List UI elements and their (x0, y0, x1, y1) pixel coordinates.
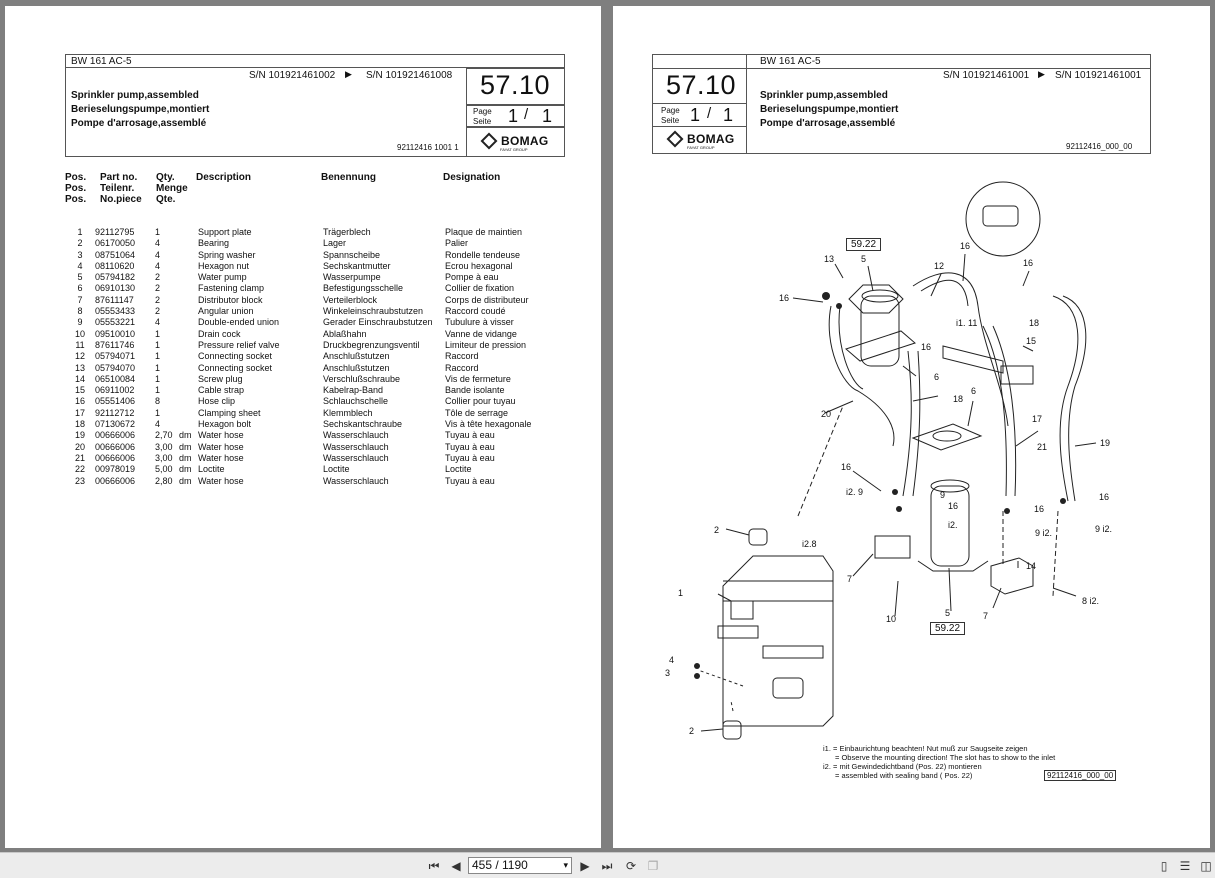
first-page-icon[interactable]: ⏮ (428, 859, 440, 873)
benennung-cell: Spannscheibe (323, 249, 381, 260)
partno-cell: 08751064 (95, 249, 136, 260)
title-de: Berieselungspumpe,montiert (760, 104, 899, 115)
callout-16: 16 (960, 241, 971, 251)
designation-cell: Tuyau à eau (445, 452, 495, 463)
logo-subtext: FAYAT GROUP (500, 147, 528, 152)
section-number: 57.10 (480, 70, 551, 100)
partno-cell: 00666006 (95, 452, 136, 463)
callout-16: 16 (1034, 504, 1045, 514)
benennung-cell: Trägerblech (323, 227, 371, 237)
benennung-cell: Verschlußschraube (323, 373, 401, 384)
page-number: 1 (508, 106, 519, 126)
partno-cell: 05794182 (95, 272, 136, 283)
arrow-right-icon: ▶ (345, 69, 352, 79)
designation-cell: Tubulure à visser (445, 317, 514, 328)
description-cell: Clamping sheet (198, 407, 261, 418)
qty-cell: 2 (155, 283, 161, 294)
description-cell: Double-ended union (198, 317, 280, 328)
table-row (65, 430, 545, 441)
pos-cell: 11 (75, 339, 85, 350)
description-cell: Angular union (198, 306, 254, 317)
description-cell: Distributor block (198, 294, 263, 305)
callout-7: 7 (847, 574, 853, 584)
designation-cell: Corps de distributeur (445, 294, 529, 305)
header-benennung: Benennung (321, 172, 376, 183)
qty-cell: 1 (155, 339, 161, 350)
title-de: Berieselungspumpe,montiert (71, 104, 210, 115)
page-total: 1 (542, 106, 553, 126)
description-cell: Hexagon nut (198, 260, 250, 271)
callout-11: i1. 11 (956, 318, 978, 328)
pos-cell: 5 (77, 272, 83, 283)
table-row (65, 317, 545, 328)
description-cell: Support plate (198, 227, 252, 237)
description-cell: Water hose (198, 441, 244, 452)
designation-cell: Ecrou hexagonal (445, 260, 513, 271)
table-row (65, 442, 545, 453)
qty-cell: 1 (155, 328, 161, 339)
pos-cell: 23 (74, 475, 85, 486)
section-number: 57.10 (666, 70, 737, 100)
description-cell: Connecting socket (198, 362, 273, 373)
model-label: BW 161 AC-5 (760, 56, 821, 67)
table-row (65, 374, 545, 385)
pos-cell: 3 (77, 249, 83, 260)
unit-cell: dm (179, 441, 192, 452)
designation-cell: Vis de fermeture (445, 373, 511, 384)
callout-16: 16 (779, 293, 790, 303)
table-row (65, 396, 545, 407)
benennung-cell: Wasserschlauch (323, 430, 389, 441)
title-fr: Pompe d'arrosage,assemblé (71, 118, 207, 129)
designation-cell: Raccord coudé (445, 306, 506, 317)
qty-cell: 4 (155, 419, 161, 430)
benennung-cell: Wasserschlauch (323, 475, 389, 486)
callout-9: 9 i2. (1095, 524, 1113, 534)
pos-cell: 13 (74, 362, 85, 373)
qty-cell: 4 (155, 317, 161, 328)
benennung-cell: Wasserschlauch (323, 441, 389, 452)
designation-cell: Pompe à eau (445, 272, 499, 283)
unit-cell: dm (179, 430, 192, 441)
callout-5: 5 (945, 608, 951, 618)
benennung-cell: Ablaßhahn (323, 328, 367, 339)
benennung-cell: Kabelrap-Band (323, 385, 384, 396)
table-row (65, 238, 545, 249)
continuous-view-icon[interactable]: ☰ (1179, 859, 1191, 873)
designation-cell: Vanne de vidange (445, 328, 517, 339)
partno-cell: 87611746 (95, 339, 135, 350)
partno-cell: 00666006 (95, 430, 136, 441)
rotate-icon[interactable]: ⟳ (625, 859, 637, 873)
partno-cell: 06170050 (95, 238, 136, 249)
partno-cell: 00666006 (95, 475, 136, 486)
unit-cell: dm (179, 452, 192, 463)
header-designation: Designation (443, 172, 501, 183)
left-page (5, 6, 601, 848)
partno-cell: 07130672 (95, 419, 136, 430)
page-label: Page (473, 107, 492, 116)
partno-cell: 05794070 (95, 362, 136, 373)
parts-table (65, 227, 545, 487)
benennung-cell: Winkeleinschraubstutzen (323, 306, 424, 317)
callout-20: 20 (821, 409, 832, 419)
page-number: 1 (690, 105, 701, 125)
model-label: BW 161 AC-5 (71, 56, 132, 67)
table-row (65, 408, 545, 419)
description-cell: Screw plug (198, 373, 243, 384)
description-cell: Water pump (198, 272, 247, 283)
qty-cell: 2 (155, 294, 161, 305)
qty-cell: 2 (155, 272, 161, 283)
single-page-view-icon[interactable]: ▯ (1160, 859, 1168, 873)
note-line: i1. = Einbaurichtung beachten! Nut muß zur Saugseite zeigen (823, 744, 1028, 753)
table-row (65, 385, 545, 396)
last-page-icon[interactable]: ⏭ (601, 859, 613, 873)
benennung-cell: Lager (323, 238, 347, 249)
callout-9: i2. 9 (846, 487, 864, 497)
callout-15: 15 (1026, 336, 1037, 346)
unit-cell (179, 272, 198, 283)
page-total: 1 (723, 105, 734, 125)
unit-cell (179, 385, 198, 396)
unit-cell (179, 408, 198, 419)
callout-2: 2 (689, 726, 695, 736)
partno-cell: 87611147 (95, 294, 134, 305)
callout-12: 12 (934, 261, 945, 271)
description-cell: Loctite (198, 464, 225, 475)
description-cell: Water hose (198, 430, 244, 441)
pos-cell: 17 (74, 407, 85, 418)
table-row (65, 340, 545, 351)
benennung-cell: Wasserschlauch (323, 452, 389, 463)
table-row (65, 295, 545, 306)
qty-cell: 2 (155, 306, 161, 317)
qty-cell: 8 (155, 396, 161, 407)
description-cell: Spring washer (198, 249, 256, 260)
description-cell: Bearing (198, 238, 230, 249)
unit-cell (179, 317, 198, 328)
drawing-number: 92112416_000_00 (1044, 770, 1116, 781)
pos-cell: 20 (74, 441, 85, 452)
qty-cell: 4 (155, 249, 161, 260)
unit-cell: dm (179, 475, 192, 486)
pos-cell: 8 (77, 306, 83, 317)
unit-cell (179, 261, 198, 272)
qty-cell: 1 (155, 351, 161, 362)
table-row (65, 261, 545, 272)
description-cell: Drain cock (198, 328, 241, 339)
callout-8: 8 i2. (1082, 596, 1100, 606)
header-partno: Part no. Teilenr. No.piece (100, 172, 142, 205)
unit-cell (179, 374, 198, 385)
callout-i2: i2. (948, 520, 958, 530)
callout-16: 16 (921, 342, 932, 352)
detail-circle (966, 182, 1040, 256)
header-divider (65, 54, 565, 68)
qty-cell: 3,00 (155, 441, 173, 452)
callout-2: 2 (714, 525, 720, 535)
title-en: Sprinkler pump,assembled (760, 90, 888, 101)
pos-cell: 21 (74, 452, 85, 463)
right-page (613, 6, 1210, 848)
designation-cell: Tuyau à eau (445, 475, 495, 486)
partno-cell: 00978019 (95, 464, 136, 475)
designation-cell: Raccord (445, 362, 479, 373)
partno-cell: 92112712 (95, 407, 135, 418)
qty-cell: 5,00 (155, 464, 173, 475)
installation-notes (823, 744, 1055, 780)
serial-to: S/N 101921461001 (1055, 70, 1142, 81)
description-cell: Fastening clamp (198, 283, 265, 294)
benennung-cell: Loctite (323, 464, 350, 475)
qty-cell: 4 (155, 260, 161, 271)
designation-cell: Raccord (445, 351, 479, 362)
designation-cell: Palier (445, 238, 469, 249)
callout-17: 17 (1032, 414, 1043, 424)
qty-cell: 2,80 (155, 475, 173, 486)
pos-cell: 12 (74, 351, 85, 362)
callout-5: 5 (861, 254, 867, 264)
arrow-right-icon: ▶ (1038, 69, 1045, 79)
callout-8: i2.8 (802, 539, 817, 549)
table-row (65, 351, 545, 362)
unit-cell (179, 283, 198, 294)
pos-cell: 22 (74, 464, 85, 475)
benennung-cell: Druckbegrenzungsventil (323, 339, 420, 350)
benennung-cell: Sechskantmutter (323, 260, 391, 271)
pos-cell: 15 (74, 385, 85, 396)
table-row (65, 250, 545, 261)
page-number-field[interactable]: 455 / 1190 ▾ (468, 857, 572, 874)
doc-number: 92112416 1001 1 (397, 143, 459, 152)
description-cell: Connecting socket (198, 351, 273, 362)
partno-cell: 05551406 (95, 396, 136, 407)
two-page-view-icon[interactable]: ◫ (1200, 859, 1212, 873)
partno-cell: 08110620 (95, 260, 135, 271)
chevron-down-icon[interactable]: ▾ (563, 860, 568, 870)
qty-cell: 3,00 (155, 452, 173, 463)
designation-cell: Collier pour tuyau (445, 396, 516, 407)
partno-cell: 05553433 (95, 306, 136, 317)
serial-to: S/N 101921461008 (366, 70, 453, 81)
seite-label: Seite (661, 116, 680, 125)
table-row (65, 283, 545, 294)
copy-icon[interactable]: ❐ (647, 859, 659, 873)
callout-21: 21 (1037, 442, 1048, 452)
description-cell: Cable strap (198, 385, 245, 396)
table-row (65, 363, 545, 374)
qty-cell: 2,70 (155, 430, 173, 441)
pos-cell: 16 (74, 396, 85, 407)
callout-16: 16 (948, 501, 959, 511)
unit-cell (179, 250, 198, 261)
designation-cell: Bande isolante (445, 385, 505, 396)
callout-9: 9 i2. (1035, 528, 1053, 538)
callout-13: 13 (824, 254, 835, 264)
bomag-logo: BOMAG (483, 134, 549, 148)
qty-cell: 1 (155, 407, 161, 418)
designation-cell: Loctite (445, 464, 472, 475)
page-separator: / (707, 105, 712, 122)
seite-label: Seite (473, 117, 492, 126)
title-en: Sprinkler pump,assembled (71, 90, 199, 101)
pos-cell: 14 (74, 373, 85, 384)
ref-box-bottom: 59.22 (930, 622, 965, 635)
serial-from: S/N 101921461001 (943, 70, 1030, 81)
pos-cell: 19 (74, 430, 85, 441)
exploded-diagram (613, 6, 1210, 848)
pos-cell: 18 (74, 419, 85, 430)
benennung-cell: Sechskantschraube (323, 419, 403, 430)
unit-cell (179, 340, 198, 351)
callout-16: 16 (1099, 492, 1110, 502)
description-cell: Hose clip (198, 396, 236, 407)
page-separator: / (524, 106, 529, 123)
unit-cell (179, 295, 198, 306)
callout-3: 3 (665, 668, 671, 678)
unit-cell (179, 306, 198, 317)
table-row (65, 306, 545, 317)
callout-19: 19 (1100, 438, 1111, 448)
designation-cell: Rondelle tendeuse (445, 249, 521, 260)
benennung-cell: Klemmblech (323, 407, 373, 418)
serial-from: S/N 101921461002 (249, 70, 336, 81)
unit-cell (179, 363, 198, 374)
qty-cell: 4 (155, 238, 161, 249)
title-fr: Pompe d'arrosage,assemblé (760, 118, 896, 129)
table-row (65, 272, 545, 283)
table-row (65, 453, 545, 464)
unit-cell (179, 419, 198, 430)
pos-cell: 1 (77, 227, 83, 237)
unit-cell (179, 329, 198, 340)
page-label: Page (661, 106, 680, 115)
benennung-cell: Wasserpumpe (323, 272, 381, 283)
benennung-cell: Gerader Einschraubstutzen (323, 317, 433, 328)
unit-cell (179, 396, 198, 407)
description-cell: Pressure relief valve (198, 339, 280, 350)
callout-18: 18 (953, 394, 964, 404)
unit-cell: dm (179, 464, 192, 475)
viewer-toolbar (0, 852, 1215, 878)
header-description: Description (196, 172, 252, 183)
callout-14: 14 (1026, 561, 1037, 571)
description-cell: Hexagon bolt (198, 419, 252, 430)
table-row (65, 476, 545, 487)
designation-cell: Tuyau à eau (445, 441, 495, 452)
unit-cell (179, 351, 198, 362)
pos-cell: 4 (77, 260, 83, 271)
callout-7: 7 (983, 611, 989, 621)
ref-box-top: 59.22 (846, 238, 881, 251)
benennung-cell: Anschlußstutzen (323, 362, 390, 373)
header-pos: Pos. Pos. Pos. (65, 172, 87, 205)
pos-cell: 9 (77, 317, 83, 328)
note-line: = assembled with sealing band ( Pos. 22) (835, 771, 973, 780)
qty-cell: 1 (155, 385, 161, 396)
designation-cell: Collier de fixation (445, 283, 515, 294)
callout-16: 16 (1023, 258, 1034, 268)
qty-cell: 1 (155, 362, 161, 373)
prev-page-icon[interactable]: ◀ (451, 859, 461, 873)
callout-6: 6 (971, 386, 977, 396)
table-row (65, 464, 545, 475)
pos-cell: 6 (77, 283, 83, 294)
callout-4: 4 (669, 655, 675, 665)
description-cell: Water hose (198, 475, 244, 486)
table-row (65, 227, 545, 238)
doc-number: 92112416_000_00 (1066, 142, 1133, 151)
pos-cell: 10 (74, 328, 85, 339)
callout-1: 1 (678, 588, 684, 598)
bomag-diamond-icon (481, 133, 498, 150)
pos-cell: 7 (77, 294, 83, 305)
note-line: = Observe the mounting direction! The slot has to show to the inlet (835, 753, 1056, 762)
description-cell: Water hose (198, 452, 244, 463)
logo-subtext: FAYAT GROUP (687, 145, 715, 150)
callout-10: 10 (886, 614, 897, 624)
designation-cell: Vis à tête hexagonale (445, 419, 532, 430)
designation-cell: Limiteur de pression (445, 339, 527, 350)
benennung-cell: Befestigungsschelle (323, 283, 404, 294)
partno-cell: 06910130 (95, 283, 136, 294)
partno-cell: 06510084 (95, 373, 136, 384)
designation-cell: Plaque de maintien (445, 227, 523, 237)
unit-cell (179, 238, 198, 249)
unit-cell (179, 227, 198, 238)
benennung-cell: Schlauchschelle (323, 396, 389, 407)
callout-18: 18 (1029, 318, 1040, 328)
callout-6: 6 (934, 372, 940, 382)
pos-cell: 2 (77, 238, 83, 249)
header-qty: Qty. Menge Qte. (156, 172, 188, 205)
note-line: i2. = mit Gewindedichtband (Pos. 22) montieren (823, 762, 982, 771)
callout-16: 16 (841, 462, 852, 472)
callout-9: 9 (940, 490, 946, 500)
table-row (65, 329, 545, 340)
partno-cell: 09510010 (95, 328, 136, 339)
qty-cell: 1 (155, 373, 161, 384)
partno-cell: 06911002 (95, 385, 135, 396)
partno-cell: 05794071 (95, 351, 136, 362)
table-row (65, 419, 545, 430)
partno-cell: 00666006 (95, 441, 136, 452)
benennung-cell: Verteilerblock (323, 294, 378, 305)
next-page-icon[interactable]: ▶ (580, 859, 590, 873)
bomag-logo: BOMAG (669, 132, 735, 146)
benennung-cell: Anschlußstutzen (323, 351, 390, 362)
qty-cell: 1 (155, 227, 161, 237)
designation-cell: Tôle de serrage (445, 407, 509, 418)
partno-cell: 92112795 (95, 227, 135, 237)
designation-cell: Tuyau à eau (445, 430, 495, 441)
partno-cell: 05553221 (95, 317, 136, 328)
